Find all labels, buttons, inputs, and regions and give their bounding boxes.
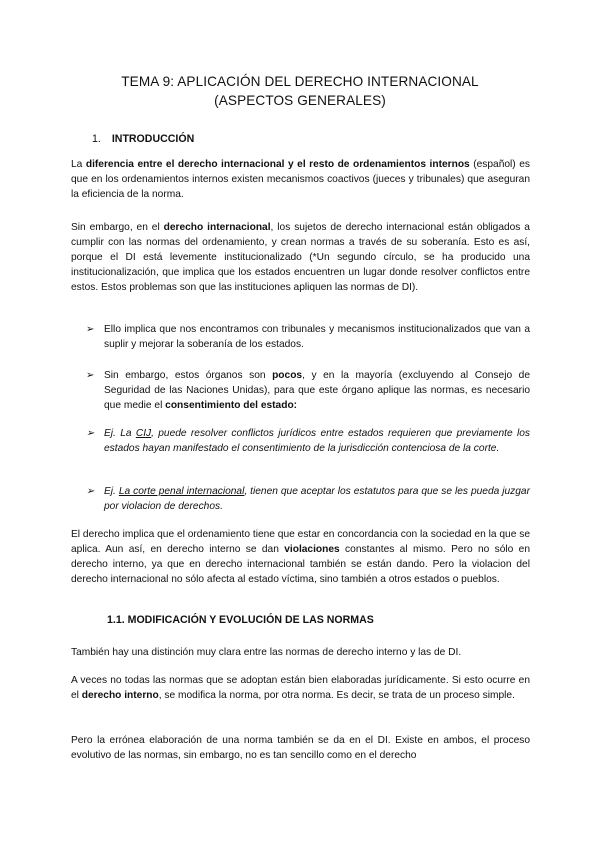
paragraph-4 — [71, 645, 530, 660]
arrow-bullet-icon: ➢ — [86, 324, 95, 335]
section-number: 1. — [92, 133, 101, 145]
text-run: , se modifica la norma, por otra norma. Es decir, se trata de un proceso simple. — [158, 690, 515, 701]
paragraph-6 — [71, 733, 530, 763]
bold-run: violaciones — [284, 544, 340, 555]
page-title — [60, 72, 540, 110]
paragraph-2 — [71, 220, 530, 295]
text-run: , tienen que aceptar los estatutos para que se les pueda juzgar por violacion de derechos. — [104, 486, 530, 512]
text-run: El derecho implica que el ordenamiento tiene que estar en concordancia con la sociedad en la que se aplica. Aun así, en derecho interno se dan — [71, 529, 530, 555]
title-line-1: TEMA 9: APLICACIÓN DEL DERECHO INTERNACIONAL — [121, 74, 479, 89]
text-run: , puede resolver conflictos jurídicos entre estados requieren que previamente los estados hayan manifestado el consentimiento de la jurisdicción contenciosa de la corte. — [104, 428, 531, 454]
text-run: También hay una distinción muy clara entre las normas de derecho interno y las de DI. — [71, 647, 462, 658]
arrow-bullet-icon: ➢ — [86, 428, 95, 439]
paragraph-5 — [71, 673, 530, 703]
text-run: constantes al mismo. Pero no sólo en derecho interno, ya que en derecho internacional también se están dando. Pero la violacion del derecho internacional no sólo afecta al estado víctima, sino también a otros estados o pueblos. — [71, 544, 530, 585]
bold-run: consentimiento del estado: — [165, 400, 298, 411]
bold-run: derecho interno — [81, 690, 159, 701]
paragraph-1 — [71, 157, 530, 202]
section-heading-modificacion — [107, 614, 374, 626]
text-run: Sin embargo, en el — [71, 222, 164, 233]
text-run: , los sujetos de derecho internacional están obligados a cumplir con las normas del ordenamiento, y crean normas a través de su soberanía. Esto es así, porque el DI está levemente institucionalizado (*Un segundo círculo, se ha producido una institucionalización, que implica que los estados encuentren un lugar donde resolver conflictos entre estos. Estos problemas son que las instituciones apliquen las normas de DI). — [71, 222, 530, 293]
text-run: Pero la errónea elaboración de una norma también se da en el DI. Existe en ambos, el proceso evolutivo de las normas, sin embargo, no es tan sencillo como en el derecho — [71, 735, 530, 761]
arrow-bullet-icon: ➢ — [86, 370, 95, 381]
text-run: Ej. — [104, 486, 119, 497]
text-run: Ej. La — [104, 428, 136, 439]
bullet-item-2 — [86, 368, 530, 413]
text-run: Ello implica que nos encontramos con tribunales y mecanismos institucionalizados que van a suplir y mejorar la soberanía de los estados. — [104, 324, 530, 350]
bold-run: pocos — [272, 370, 303, 381]
bullet-item-3 — [86, 426, 531, 456]
title-line-2: (ASPECTOS GENERALES) — [214, 93, 386, 108]
bold-run: derecho internacional — [163, 222, 271, 233]
section-label: INTRODUCCIÓN — [111, 133, 195, 145]
text-run: , y en la mayoría (excluyendo al Consejo de Seguridad de las Naciones Unidas), para que este órgano aplique las normas, es necesario que medie el — [104, 370, 530, 411]
text-run: Sin embargo, estos órganos son — [104, 370, 273, 381]
text-run: A veces no todas las normas que se adoptan están bien elaboradas jurídicamente. Si esto ocurre en el — [71, 675, 530, 701]
underlined-run: CIJ — [135, 428, 152, 439]
bold-run: diferencia entre el derecho internacional y el resto de ordenamientos internos — [85, 159, 470, 170]
arrow-bullet-icon: ➢ — [86, 486, 95, 497]
text-run: La — [71, 159, 86, 170]
bullet-item-4 — [86, 484, 530, 514]
section-heading-introduccion — [92, 133, 194, 145]
underlined-run: La corte penal internacional — [118, 486, 245, 497]
section-label: 1.1. MODIFICACIÓN Y EVOLUCIÓN DE LAS NORMAS — [107, 614, 374, 626]
paragraph-3 — [71, 527, 530, 587]
bullet-item-1 — [86, 322, 530, 352]
text-run: (español) es que en los ordenamientos internos existen mecanismos coactivos (jueces y tribunales) que aseguran la eficiencia de la norma. — [71, 159, 530, 200]
